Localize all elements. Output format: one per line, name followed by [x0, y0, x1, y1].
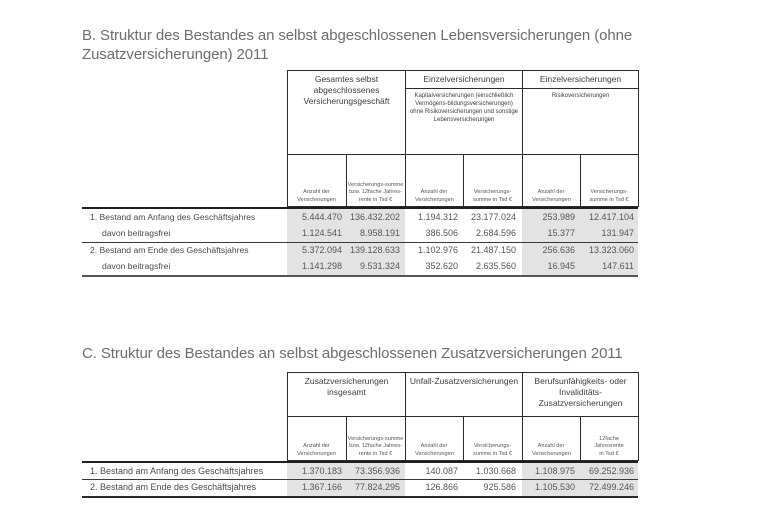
cell: 77.824.295 — [354, 482, 400, 492]
cell: 136.432.202 — [349, 212, 400, 222]
cell: 2.635.560 — [475, 261, 516, 271]
cell: 1.030.668 — [475, 466, 516, 476]
col-header-b-1: Anzahl der Versicherungen — [297, 189, 336, 203]
cell: 1.370.183 — [301, 466, 342, 476]
cell: 23.177.024 — [470, 212, 516, 222]
cell: 1.102.976 — [417, 245, 458, 255]
cell: 5.444.470 — [301, 212, 342, 222]
cell: 139.128.633 — [349, 245, 400, 255]
col-header-c-4: Versicherungs-summe in Tsd € — [472, 443, 513, 457]
header-group-kapital-label: Einzelversicherungen — [423, 74, 505, 84]
row-label: 2. Bestand am Ende des Geschäftsjahres — [90, 245, 249, 255]
header-group-zusatz-label: Zusatzversicherungen insgesamt — [304, 376, 389, 397]
row-label: 1. Bestand am Anfang des Geschäftsjahres — [90, 466, 264, 476]
cell: 1.367.166 — [301, 482, 342, 492]
section-c-table — [82, 372, 638, 502]
section-b-title: B. Struktur des Bestandes an selbst abgeschlossenen Lebensversicherungen (ohne Zusatzversicherungen) 2011 — [82, 27, 633, 63]
cell: 1.141.298 — [301, 261, 342, 271]
cell: 1.124.541 — [301, 228, 342, 238]
cell: 21.487.150 — [470, 245, 516, 255]
col-header-c-6: 12fache Jahresrente in Tsd € — [594, 435, 624, 457]
col-header-c-5: Anzahl der Versicherungen — [532, 443, 571, 457]
section-b-table — [82, 70, 638, 280]
col-header-c-2: Versicherungs-summe bzw. 12fache Jahres-rente in Tsd € — [347, 435, 404, 457]
cell: 12.417.104 — [588, 212, 634, 222]
col-header-b-3: Anzahl der Versicherungen — [415, 189, 454, 203]
cell: 140.087 — [425, 466, 458, 476]
cell: 256.636 — [542, 245, 575, 255]
header-group-unfall-label: Unfall-Zusatzversicherungen — [409, 376, 519, 386]
cell: 147.611 — [602, 261, 634, 271]
cell: 16.945 — [547, 261, 575, 271]
header-group-kapital-sublabel: Kapitalversicherungen (einschließlich Vermögens-bildungsversicherungen) ohne Risikoversicherungen und sonstige Lebensversicherungen — [409, 93, 519, 123]
col-header-b-4: Versicherungs-summe in Tsd € — [472, 189, 513, 203]
section-c-title: C. Struktur des Bestandes an selbst abgeschlossenen Zusatzversicherungen 2011 — [82, 345, 623, 362]
col-header-c-3: Anzahl der Versicherungen — [415, 443, 454, 457]
col-header-c-1: Anzahl der Versicherungen — [297, 443, 336, 457]
header-group-total-label: Gesamtes selbst abgeschlossenes Versicherungsgeschäft — [303, 74, 390, 106]
cell: 1.105.530 — [534, 482, 575, 492]
header-group-risiko-label: Einzelversicherungen — [539, 74, 622, 84]
cell: 8.958.191 — [359, 228, 400, 238]
header-group-bu-label: Berufsunfähigkeits- oder Invaliditäts-Zusatzversicherungen — [534, 376, 627, 408]
cell: 9.531.324 — [359, 261, 400, 271]
row-label: 1. Bestand am Anfang des Geschäftsjahres — [90, 212, 256, 222]
cell: 73.356.936 — [354, 466, 400, 476]
cell: 1.108.975 — [534, 466, 575, 476]
cell: 69.252.936 — [588, 466, 634, 476]
cell: 5.372.094 — [301, 245, 342, 255]
row-label: davon beitragsfrei — [102, 261, 171, 271]
col-header-b-2: Versicherungs-summe bzw. 12fache Jahres-rente in Tsd € — [347, 181, 404, 203]
cell: 925.586 — [483, 482, 516, 492]
cell: 126.866 — [425, 482, 458, 492]
col-header-b-5: Anzahl der Versicherungen — [532, 189, 571, 203]
col-header-b-6: Versicherungs-summe in Tsd € — [589, 189, 629, 203]
cell: 1.194.312 — [417, 212, 458, 222]
cell: 352.620 — [425, 261, 458, 271]
cell: 15.377 — [547, 228, 575, 238]
cell: 2.684.596 — [475, 228, 516, 238]
cell: 386.506 — [425, 228, 458, 238]
cell: 72.499.246 — [588, 482, 634, 492]
row-label: davon beitragsfrei — [102, 228, 171, 238]
cell: 253.989 — [542, 212, 575, 222]
cell: 131.947 — [601, 228, 634, 238]
header-group-risiko-sublabel: Risikoversicherungen — [551, 93, 610, 99]
row-label: 2. Bestand am Ende des Geschäftsjahres — [90, 482, 257, 492]
cell: 13.323.060 — [588, 245, 634, 255]
